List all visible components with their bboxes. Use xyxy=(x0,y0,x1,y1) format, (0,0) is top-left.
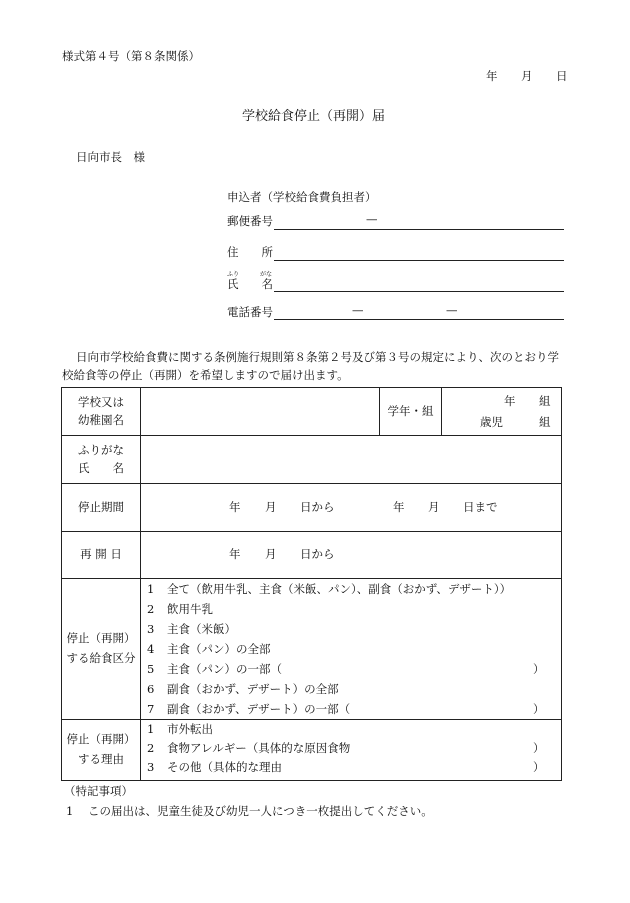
category-label-cell xyxy=(62,579,141,720)
category-option-close-paren: ） xyxy=(533,662,545,676)
phone-field[interactable] xyxy=(274,319,564,320)
restart-label: 再 開 日 xyxy=(62,532,141,579)
stop-to-year: 年 xyxy=(393,500,405,514)
category-label-line2: する給食区分 xyxy=(66,651,136,665)
address-label: 住 所 xyxy=(227,245,273,259)
category-option[interactable]: 3 主食（米飯） xyxy=(147,622,236,636)
phone-dash-1: — xyxy=(352,303,364,317)
applicant-heading: 申込者（学校給食費負担者） xyxy=(227,190,377,204)
phone-dash-2: — xyxy=(446,303,458,317)
name-ruby-gana: がな xyxy=(260,271,273,278)
phone-label: 電話番号 xyxy=(227,305,273,319)
category-option[interactable]: 4 主食（パン）の全部 xyxy=(147,642,271,656)
student-name-label: 氏 名 xyxy=(78,460,124,475)
stop-from-day: 日から xyxy=(300,500,335,514)
note-item xyxy=(66,805,433,819)
reason-label-line1: 停止（再開） xyxy=(66,732,136,747)
date-year-label: 年 xyxy=(486,69,498,83)
category-option[interactable]: 2 飲用牛乳 xyxy=(147,602,213,616)
name-field[interactable] xyxy=(274,291,564,292)
reason-option[interactable]: 3 その他（具体的な理由 xyxy=(147,760,282,774)
school-name-field[interactable] xyxy=(141,388,380,436)
category-label-line1: 停止（再開） xyxy=(66,631,136,646)
category-option[interactable]: 6 副食（おかず、デザート）の全部 xyxy=(147,682,339,696)
name-row xyxy=(62,436,562,484)
intro-text-line1: 日向市学校給食費に関する条例施行規則第８条第２号及び第３号の規定により、次のとおり学 xyxy=(76,350,559,364)
reason-label-cell xyxy=(62,720,141,781)
restart-year: 年 xyxy=(229,547,241,561)
note-number: 1 xyxy=(66,804,74,818)
date-month-label: 月 xyxy=(521,69,533,83)
name-ruby-furi: ふり xyxy=(227,271,240,278)
grade-class-field[interactable] xyxy=(442,388,562,436)
category-option[interactable]: 5 主食（パン）の一部（ xyxy=(147,662,282,676)
age-class-label: 組 xyxy=(539,415,551,429)
restart-month: 月 xyxy=(265,547,277,561)
school-label-line1: 学校又は xyxy=(78,394,124,409)
school-row xyxy=(62,388,562,436)
category-option-close-paren: ） xyxy=(533,702,545,716)
furigana-label: ふりがな xyxy=(78,442,124,457)
stop-from-year: 年 xyxy=(229,500,241,514)
reason-option[interactable]: 2 食物アレルギー（具体的な原因食物 xyxy=(147,741,351,755)
reason-option[interactable]: 1 市外転出 xyxy=(147,722,213,736)
stop-period-label: 停止期間 xyxy=(62,484,141,532)
form-number: 様式第４号（第８条関係） xyxy=(62,49,200,63)
category-options xyxy=(141,579,562,720)
note-text: この届出は、児童生徒及び幼児一人につき一枚提出してください。 xyxy=(88,804,433,818)
restart-date-field[interactable] xyxy=(141,532,562,579)
grade-class-label: 組 xyxy=(539,394,551,408)
notes-heading: （特記事項） xyxy=(64,784,133,798)
reason-options xyxy=(141,720,562,781)
postal-code-label: 郵便番号 xyxy=(227,214,273,228)
date-day-label: 日 xyxy=(556,69,568,83)
grade-label: 学年・組 xyxy=(380,388,442,436)
restart-day: 日から xyxy=(300,547,335,561)
category-option[interactable]: 7 副食（おかず、デザート）の一部（ xyxy=(147,702,351,716)
age-years-label: 歳児 xyxy=(480,415,503,429)
restart-row xyxy=(62,532,562,579)
application-table xyxy=(61,387,562,781)
grade-year-label: 年 xyxy=(504,394,516,408)
student-name-label-cell xyxy=(62,436,141,484)
reason-option-close-paren: ） xyxy=(533,760,545,774)
student-name-field[interactable] xyxy=(141,436,562,484)
school-label-cell xyxy=(62,388,141,436)
postal-code-field[interactable] xyxy=(274,229,564,230)
addressee: 日向市長 様 xyxy=(76,150,145,164)
stop-from-month: 月 xyxy=(265,500,277,514)
name-label: 氏 名 xyxy=(227,277,273,291)
document-title: 学校給食停止（再開）届 xyxy=(242,109,386,124)
postal-code-dash: — xyxy=(366,212,378,226)
reason-option-close-paren: ） xyxy=(533,741,545,755)
stop-to-day: 日まで xyxy=(463,500,498,514)
school-label-line2: 幼稚園名 xyxy=(78,412,124,427)
category-option[interactable]: 1 全て（飲用牛乳、主食（米飯、パン）、副食（おかず、デザート）） xyxy=(147,582,512,596)
address-field[interactable] xyxy=(274,260,564,261)
reason-row xyxy=(62,720,562,781)
stop-period-row xyxy=(62,484,562,532)
reason-label-line2: する理由 xyxy=(78,752,124,766)
stop-to-month: 月 xyxy=(428,500,440,514)
intro-text-line2: 校給食等の停止（再開）を希望しますので届け出ます。 xyxy=(62,368,349,382)
stop-period-field[interactable] xyxy=(141,484,562,532)
category-row xyxy=(62,579,562,720)
